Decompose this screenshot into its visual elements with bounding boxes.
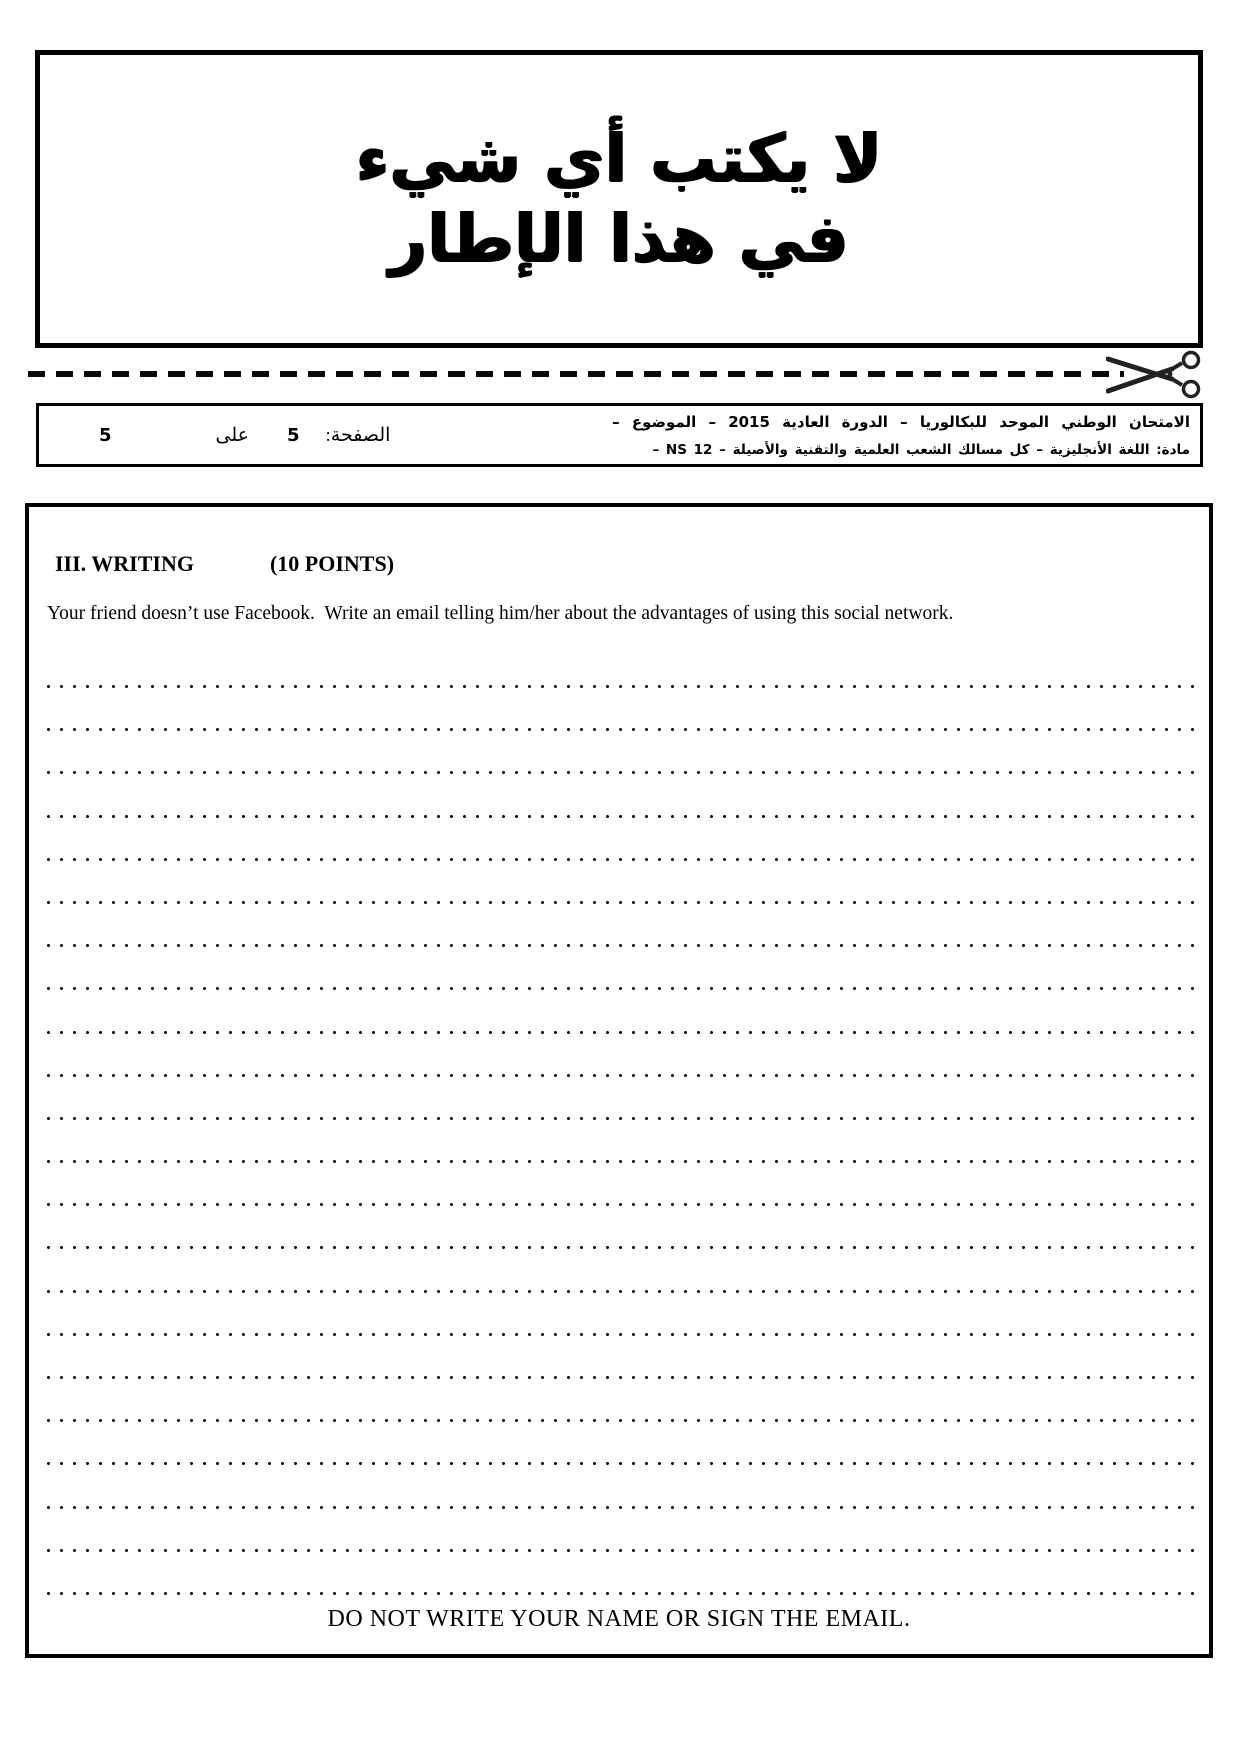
section-heading xyxy=(55,551,394,577)
answer-line[interactable] xyxy=(47,1246,1199,1249)
answer-line[interactable] xyxy=(47,1592,1199,1595)
section-heading-label: III. WRITING xyxy=(55,551,194,576)
answer-line[interactable] xyxy=(47,685,1199,688)
scissors-icon xyxy=(1106,350,1210,400)
answer-line[interactable] xyxy=(47,1506,1199,1509)
do-not-write-text-line2: في هذا الإطار xyxy=(389,200,849,277)
answer-line[interactable] xyxy=(47,944,1199,947)
section-points-label: (10 POINTS) xyxy=(269,551,395,576)
do-not-write-text-line1: لا يكتب أي شيء xyxy=(355,120,883,197)
exam-title-line: الامتحان الوطني الموحد للبكالوريا – الدورة العادية 2015 – الموضوع – xyxy=(612,413,1190,431)
writing-section-box xyxy=(25,503,1213,1658)
answer-line[interactable] xyxy=(47,901,1199,904)
writing-prompt: Your friend doesn’t use Facebook. Write an email telling him/her about the advantages of using this social network. xyxy=(47,603,954,624)
answer-line[interactable] xyxy=(47,1419,1199,1422)
answer-line[interactable] xyxy=(47,1160,1199,1163)
answer-line[interactable] xyxy=(47,1333,1199,1336)
answer-line[interactable] xyxy=(47,771,1199,774)
answer-line[interactable] xyxy=(47,1074,1199,1077)
page-label: الصفحة: xyxy=(325,424,391,446)
answer-line[interactable] xyxy=(47,1462,1199,1465)
page-of-word: على xyxy=(215,424,249,446)
answer-line[interactable] xyxy=(47,815,1199,818)
answer-line[interactable] xyxy=(47,987,1199,990)
cut-dashed-line xyxy=(28,371,1124,377)
exam-header-bar xyxy=(36,403,1203,467)
answer-line[interactable] xyxy=(47,1376,1199,1379)
page-total: 5 xyxy=(99,424,112,446)
answer-lines-area[interactable] xyxy=(47,685,1199,1635)
answer-line[interactable] xyxy=(47,1290,1199,1293)
answer-line[interactable] xyxy=(47,858,1199,861)
answer-line[interactable] xyxy=(47,728,1199,731)
answer-line[interactable] xyxy=(47,1549,1199,1552)
exam-subject-line: مادة: اللغة الأنجليزية – كل مسالك الشعب العلمية والتقنية والأصيلة – NS 12 – xyxy=(652,442,1190,458)
answer-line[interactable] xyxy=(47,1203,1199,1206)
footer-instruction: DO NOT WRITE YOUR NAME OR SIGN THE EMAIL. xyxy=(327,1606,911,1632)
do-not-write-frame xyxy=(35,50,1203,348)
answer-line[interactable] xyxy=(47,1117,1199,1120)
page-current: 5 xyxy=(287,424,300,446)
page-indicator xyxy=(99,406,390,464)
answer-line[interactable] xyxy=(47,1031,1199,1034)
exam-header-titles xyxy=(612,408,1190,463)
